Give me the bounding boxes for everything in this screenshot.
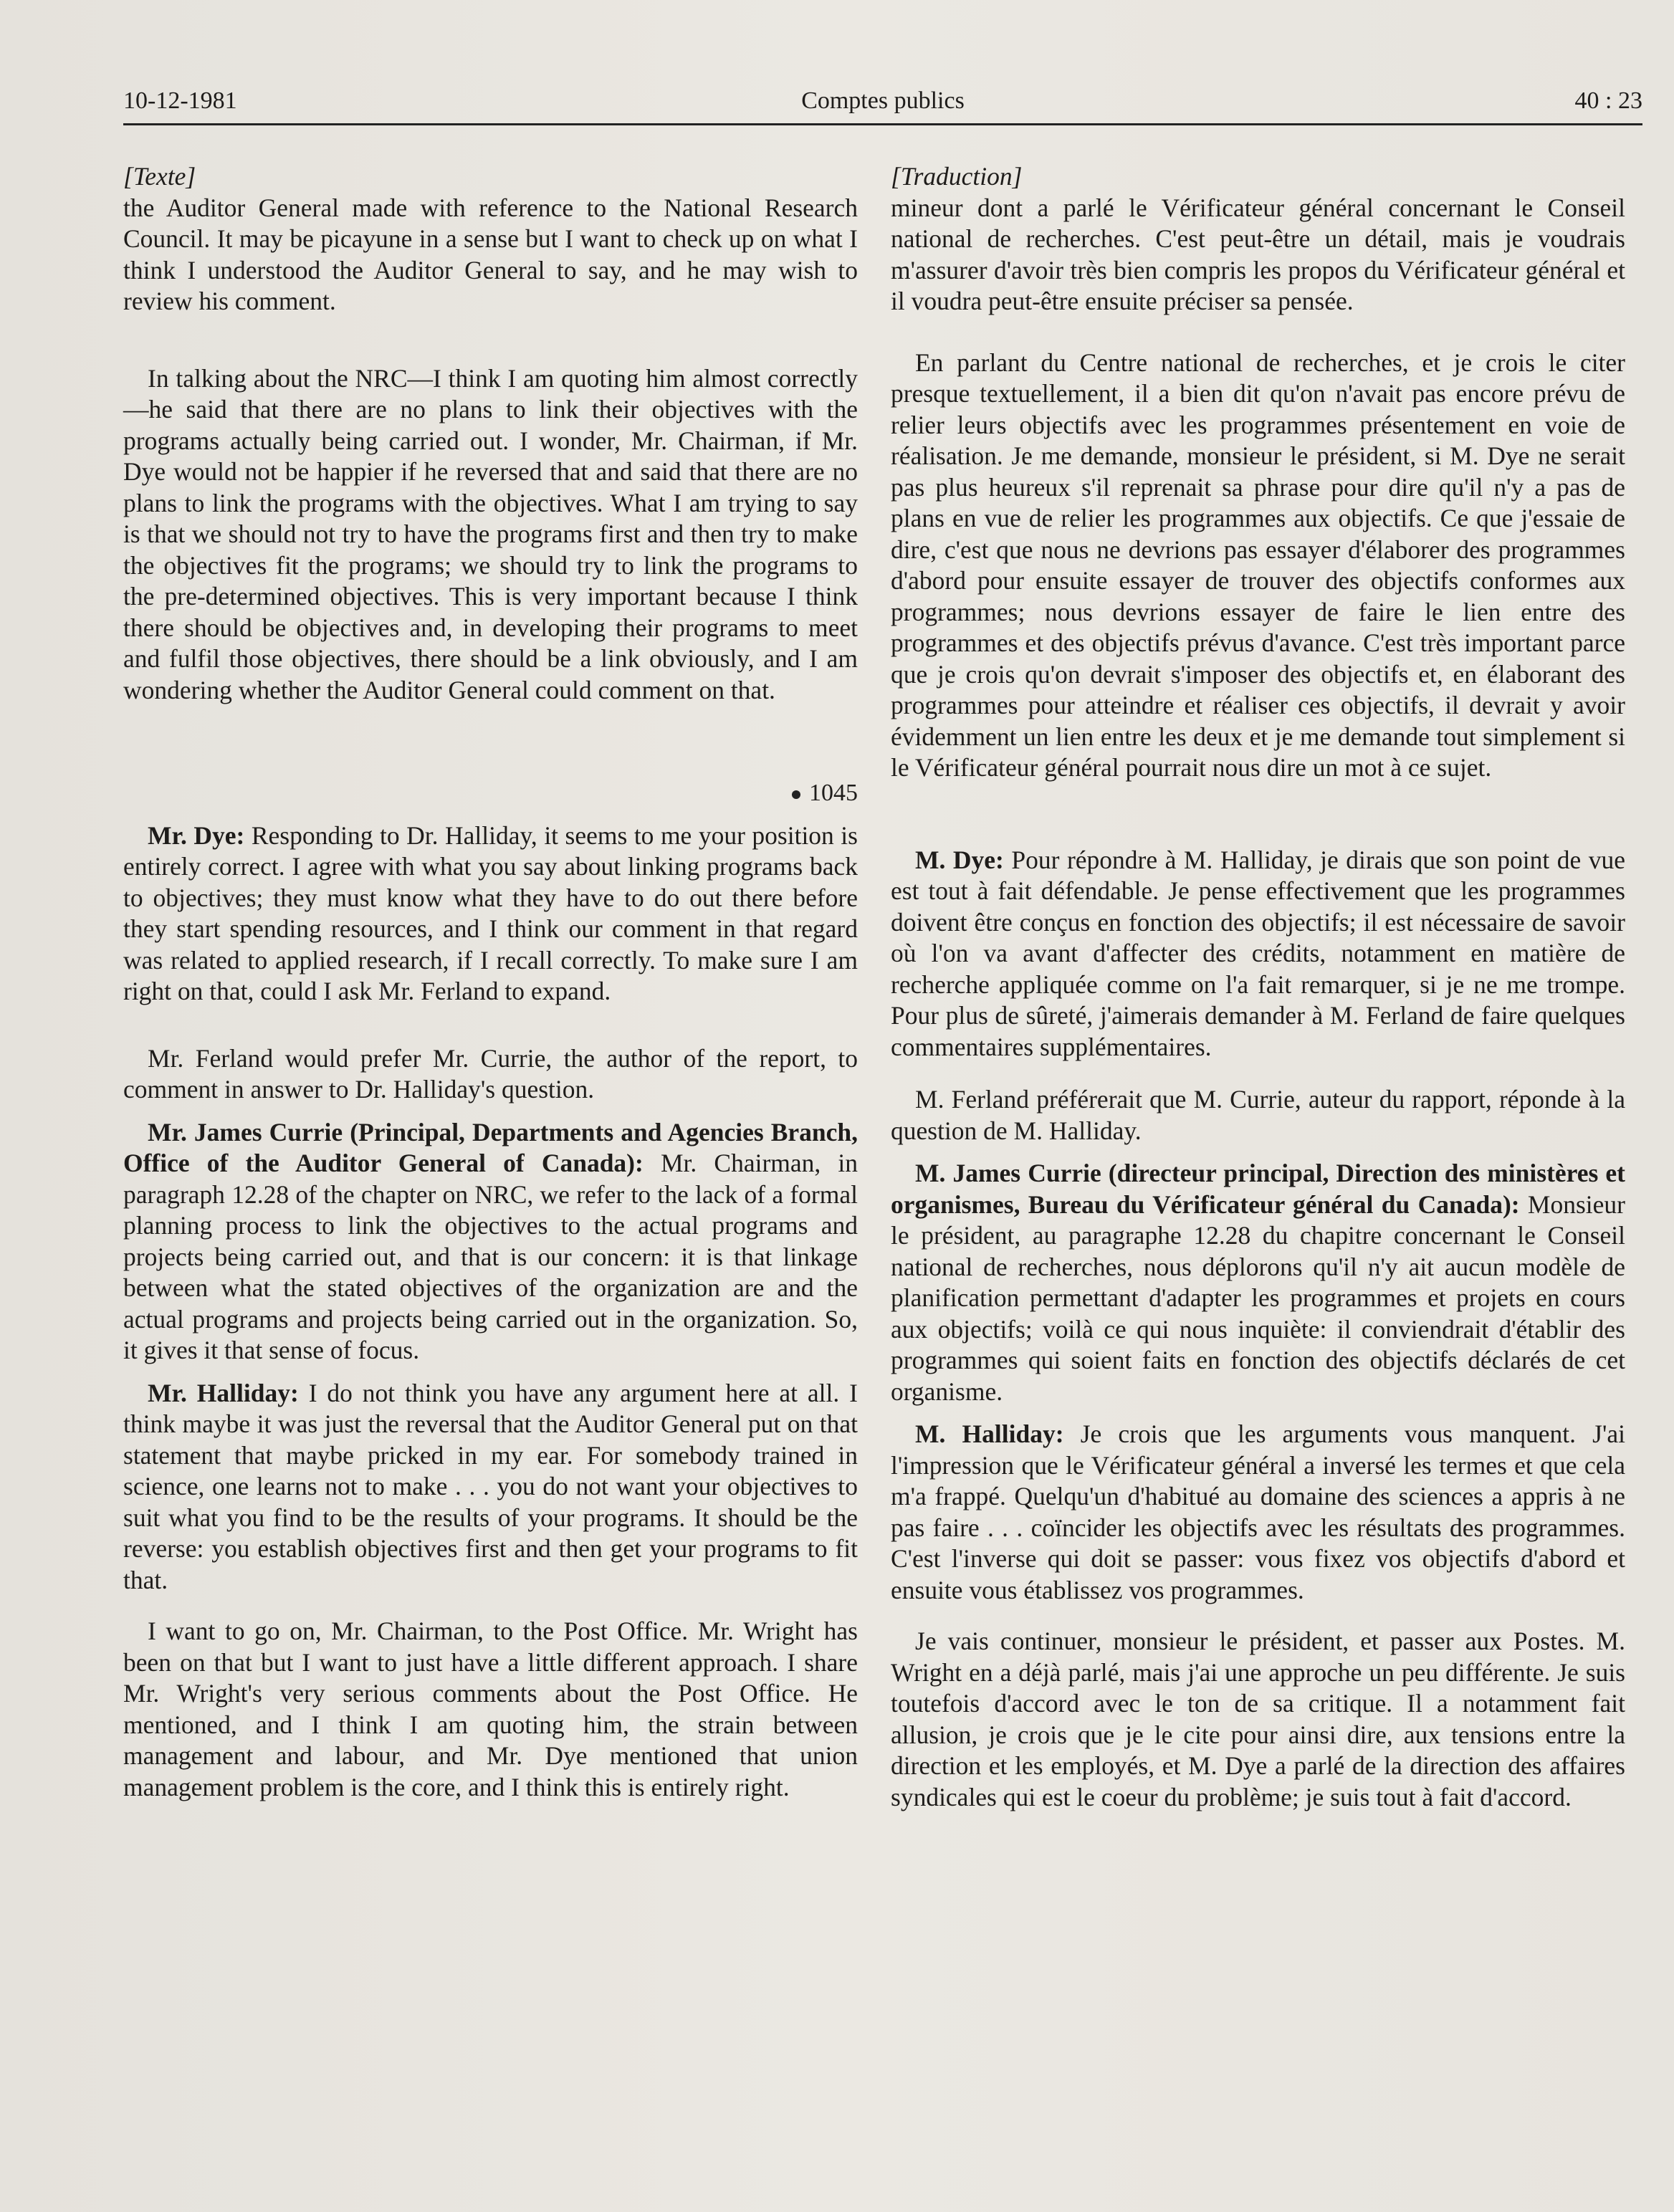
paragraph (123, 1378, 858, 1596)
bullet-icon (792, 790, 800, 799)
speaker-name: Mr. James Currie (Principal, Departments and Agencies Branch, Office of the Auditor General of Canada): (123, 1117, 858, 1177)
speech-text: Pour répondre à M. Halliday, je dirais que son point de vue est tout à fait défendable. Je pense effectivement que les programmes doivent être conçus en fonction des objectifs; il est nécessaire de savoir où l'on va avant d'affecter des crédits, notamment en matière de recherche appliquée comme on l'a fait remarquer, si je ne me trompe. Pour plus de sûreté, j'aimerais demander à M. Ferland de faire quelques commentaires supplémentaires. (891, 845, 1625, 1061)
paragraph: mineur dont a parlé le Vérificateur général concernant le Conseil national de recherches. C'est peut-être un détail, mais je voudrais m'assurer d'avoir très bien compris les propos du Vérificateur général et il voudra peut-être ensuite préciser sa pensée. (891, 193, 1625, 315)
paragraph (891, 845, 1625, 1063)
header-page-number: 40 : 23 (1574, 87, 1642, 114)
time-marker (123, 777, 858, 809)
paragraph: the Auditor General made with reference to the National Research Council. It may be picayune in a sense but I want to check up on what I think I understood the Auditor General to say, and he may wish to review his comment. (123, 193, 858, 315)
paragraph (891, 1158, 1625, 1407)
speaker-name: M. Dye: (915, 845, 1004, 874)
paragraph: En parlant du Centre national de recherches, et je crois le citer presque textuellement, il a bien dit qu'on n'avait pas encore prévu de relier leurs objectifs avec les programmes présentement en voie de réalisation. Je me demande, monsieur le président, si M. Dye ne serait pas plus heureux s'il reprenait sa phrase pour dire qu'il n'y a pas de plans en vue de relier les programmes aux objectifs. Ce que j'essaie de dire, c'est que nous ne devrions pas essayer d'élaborer des programmes d'abord pour ensuite essayer de trouver des objectifs conformes aux programmes; nous devrions essayer de faire le lien entre des programmes et des objectifs prévus d'avance. C'est très important parce que je crois qu'on devrait s'imposer des objectifs et, en élaborant des programmes pour atteindre et réaliser ces objectifs, il devrait y avoir évidemment un lien entre les deux et je me demande tout simplement si le Vérificateur général pourrait nous dire un mot à ce sujet. (891, 348, 1625, 782)
language-tag: [Texte] (123, 162, 196, 191)
speech-text: Responding to Dr. Halliday, it seems to me your position is entirely correct. I agree with what you say about linking programs back to objectives; they must know what they have to do out there before they start spending resources, and I think our comment in that regard was related to applied research, if I recall correctly. To make sure I am right on that, could I ask Mr. Ferland to expand. (123, 820, 858, 1005)
header-title: Comptes publics (801, 87, 965, 114)
language-tag: [Traduction] (891, 162, 1023, 191)
paragraph: M. Ferland préférerait que M. Currie, auteur du rapport, réponde à la question de M. Halliday. (891, 1085, 1625, 1145)
speech-text: Je crois que les arguments vous manquent. J'ai l'impression que le Vérificateur général a inversé les termes et que cela m'a frappé. Quelqu'un d'habitué au domaine des sciences a appris à ne pas faire . . . coïncider les objectifs avec les résultats des programmes. C'est l'inverse qui doit se passer: vous fixez vos objectifs d'abord et ensuite vous établissez vos programmes. (891, 1419, 1625, 1604)
header-date: 10-12-1981 (123, 87, 237, 114)
page-header (123, 85, 1642, 125)
speaker-name: Mr. Dye: (148, 820, 245, 850)
time-marker-text: 1045 (809, 780, 858, 806)
speaker-name: M. Halliday: (915, 1419, 1064, 1448)
paragraph (123, 820, 858, 1007)
paragraph: I want to go on, Mr. Chairman, to the Post Office. Mr. Wright has been on that but I want to just have a little different approach. I share Mr. Wright's very serious comments about the Post Office. He mentioned, and I think I am quoting him, the strain between management and labour, and Mr. Dye mentioned that union management problem is the core, and I think this is entirely right. (123, 1617, 858, 1801)
english-column (123, 161, 858, 1803)
speech-text: Monsieur le président, au paragraphe 12.28 du chapitre concernant le Conseil national de recherches, nous déplorons qu'il n'y ait aucun modèle de planification permettant d'adapter les programmes et projets en cours aux objectifs; voilà ce qui nous inquiète: il conviendrait d'établir des programmes qui soient faits en fonction des objectifs déclarés de cet organisme. (891, 1189, 1625, 1406)
speaker-name: Mr. Halliday: (148, 1378, 299, 1407)
paragraph: In talking about the NRC—I think I am quoting him almost correctly—he said that there are no plans to link their objectives with the programs actually being carried out. I wonder, Mr. Chairman, if Mr. Dye would not be happier if he reversed that and said that there are no plans to link the programs with the objectives. What I am trying to say is that we should not try to have the programs first and then try to make the objectives fit the programs; we should try to link the programs to the pre-determined objectives. This is very important because I think there should be objectives and, in developing their programs to meet and fulfil those objectives, there should be a link obviously, and I am wondering whether the Auditor General could comment on that. (123, 363, 858, 704)
paragraph (891, 1419, 1625, 1606)
paragraph: Je vais continuer, monsieur le président, et passer aux Postes. M. Wright en a déjà parlé, mais j'ai une approche un peu différente. Je suis toutefois d'accord avec le ton de sa critique. Il a notamment fait allusion, je crois que je le cite pour ainsi dire, aux tensions entre la direction et les employés, et M. Dye a parlé de la direction des affaires syndicales qui est le coeur du problème; je suis tout à fait d'accord. (891, 1627, 1625, 1811)
paragraph: Mr. Ferland would prefer Mr. Currie, the author of the report, to comment in answer to Dr. Halliday's question. (123, 1043, 858, 1103)
speech-text: Mr. Chairman, in paragraph 12.28 of the chapter on NRC, we refer to the lack of a formal planning process to link the objectives to the actual programs and projects being carried out, and that is our concern: it is that linkage between what the stated objectives of the organization are and the actual programs and projects being carried out in the organization. So, it gives it that sense of focus. (123, 1149, 858, 1364)
french-column (891, 161, 1625, 1813)
paragraph (123, 1117, 858, 1366)
speech-text: I do not think you have any argument here at all. I think maybe it was just the reversal that the Auditor General put on that statement that maybe pricked in my ear. For somebody trained in science, one learns not to make . . . you do not want your objectives to suit what you find to be the results of your programs. It should be the reverse: you establish objectives first and then get your programs to fit that. (123, 1378, 858, 1594)
speaker-name: M. James Currie (directeur principal, Direction des ministères et organismes, Bureau du Vérificateur général du Canada): (891, 1159, 1625, 1219)
